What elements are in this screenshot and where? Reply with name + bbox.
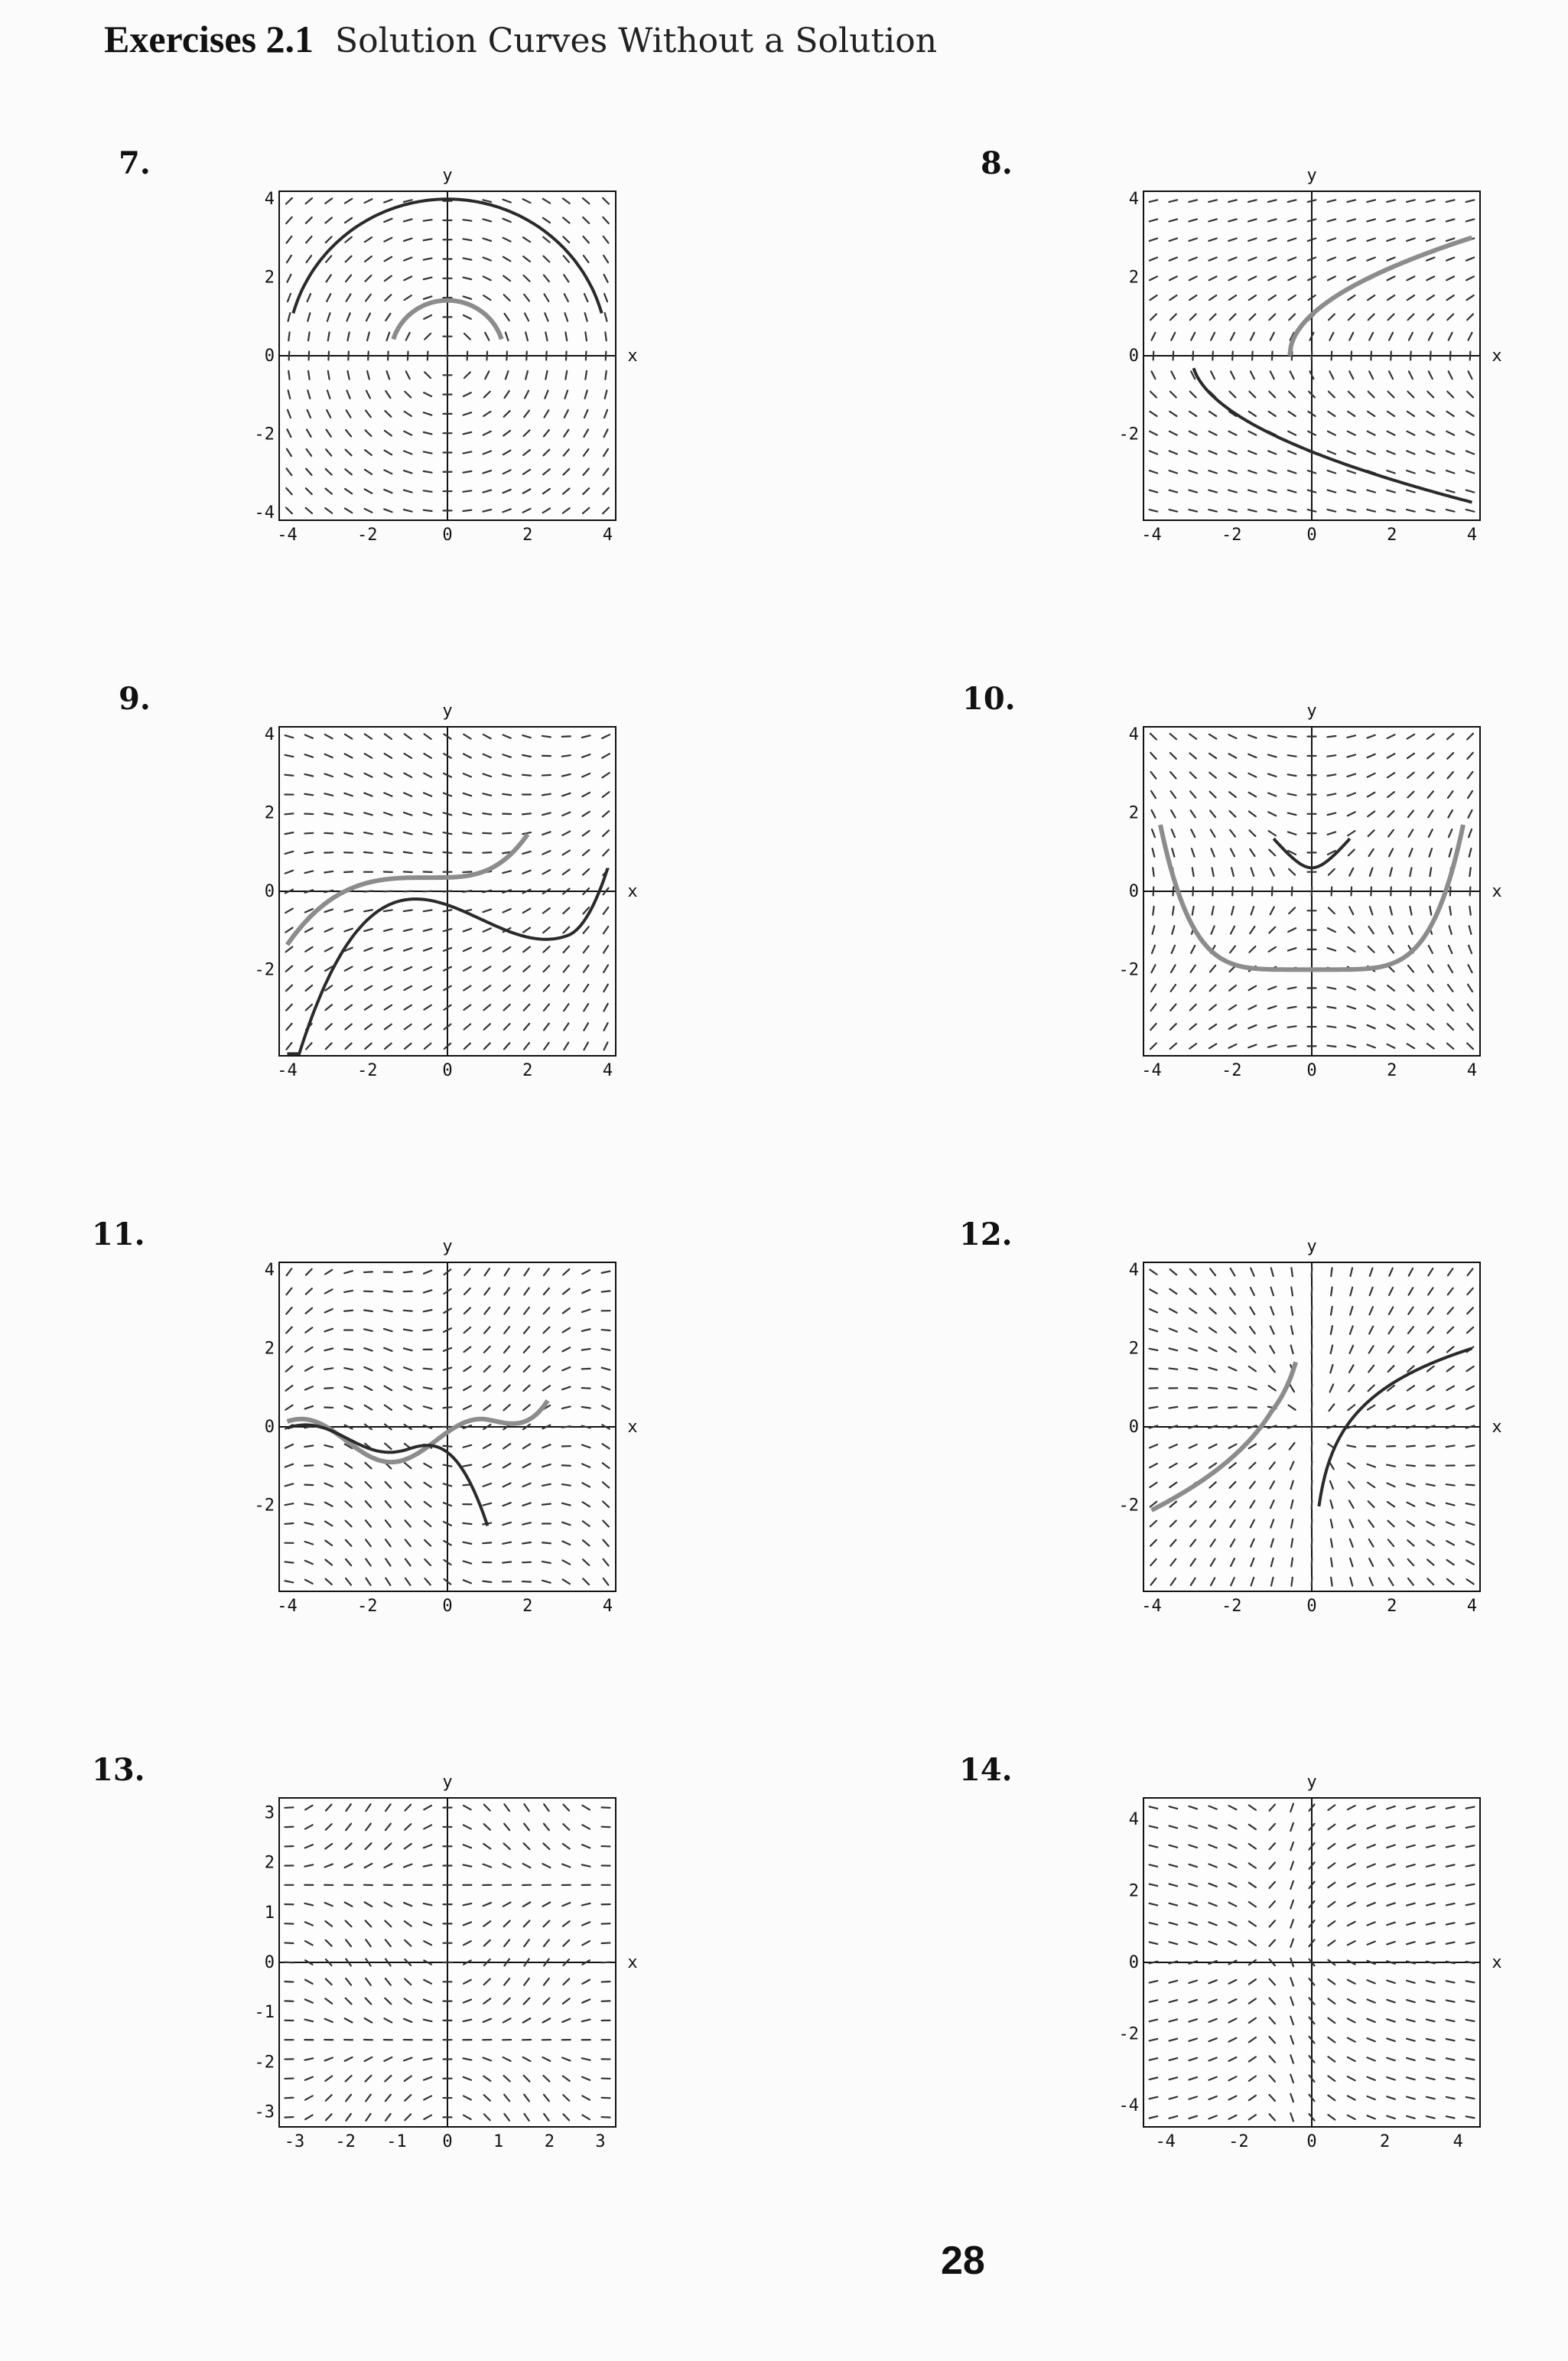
y-tick-label: -2 xyxy=(254,2053,275,2073)
exercise-13-plot xyxy=(237,1756,665,2169)
x-tick-label: -4 xyxy=(1141,1061,1162,1080)
x-tick-label: -4 xyxy=(277,1597,298,1616)
y-tick-label: 4 xyxy=(1128,190,1139,210)
x-axis-label: x xyxy=(1492,347,1502,366)
x-axis-label: x xyxy=(1492,1953,1502,1972)
y-tick-label: 2 xyxy=(264,268,275,288)
x-tick-label: 0 xyxy=(1306,1597,1317,1616)
x-tick-label: 4 xyxy=(1466,526,1478,545)
x-tick-label: 4 xyxy=(602,1597,613,1616)
x-axis-label: x xyxy=(1492,1418,1502,1437)
exercise-9-number: 9. xyxy=(119,681,151,717)
x-tick-label: 2 xyxy=(522,1597,533,1616)
section-label: Exercises 2.1 xyxy=(104,18,314,60)
x-tick-label: 4 xyxy=(602,1061,613,1080)
exercise-13-number: 13. xyxy=(92,1752,145,1788)
x-tick-label: -2 xyxy=(356,1597,378,1616)
exercise-7-plot xyxy=(237,149,665,562)
exercise-7-number: 7. xyxy=(119,145,151,181)
y-tick-label: -2 xyxy=(1118,960,1139,980)
x-tick-label: 4 xyxy=(602,526,613,545)
y-axis-label: y xyxy=(1306,1237,1317,1256)
y-tick-label: 4 xyxy=(264,725,275,745)
exercise-12-number: 12. xyxy=(959,1216,1013,1252)
exercise-10-plot xyxy=(1101,685,1530,1098)
x-tick-label: -2 xyxy=(1228,2132,1249,2151)
exercise-14-number: 14. xyxy=(959,1752,1013,1788)
y-tick-label: -2 xyxy=(254,425,275,445)
y-tick-label: 2 xyxy=(264,803,275,823)
x-tick-label: -2 xyxy=(1221,1061,1242,1080)
x-tick-label: 4 xyxy=(1466,1597,1478,1616)
exercise-8-number: 8. xyxy=(981,145,1013,181)
x-tick-label: -4 xyxy=(1141,526,1162,545)
x-tick-label: 4 xyxy=(1466,1061,1478,1080)
y-tick-label: 0 xyxy=(1128,347,1139,366)
x-tick-label: 2 xyxy=(1387,1061,1397,1080)
y-axis-label: y xyxy=(442,702,453,721)
x-tick-label: -2 xyxy=(356,1061,378,1080)
x-axis-label: x xyxy=(627,347,638,366)
y-tick-label: -4 xyxy=(254,503,275,523)
page-number: 28 xyxy=(941,2239,985,2283)
x-tick-label: 2 xyxy=(1387,526,1397,545)
y-tick-label: -2 xyxy=(254,1496,275,1516)
y-tick-label: 2 xyxy=(1128,1339,1139,1359)
y-tick-label: 0 xyxy=(1128,1418,1139,1437)
y-axis-label: y xyxy=(1306,1773,1317,1792)
y-tick-label: 3 xyxy=(264,1803,275,1823)
section-title: Solution Curves Without a Solution xyxy=(335,21,938,60)
y-tick-label: 4 xyxy=(1128,725,1139,745)
x-tick-label: 0 xyxy=(442,526,453,545)
x-tick-label: -4 xyxy=(277,1061,298,1080)
x-tick-label: 0 xyxy=(1306,2132,1317,2151)
y-tick-label: 0 xyxy=(264,347,275,366)
y-axis-label: y xyxy=(442,166,453,185)
exercise-8-plot xyxy=(1101,149,1530,562)
exercise-14-plot xyxy=(1101,1756,1530,2169)
x-tick-label: 2 xyxy=(522,526,533,545)
x-tick-label: 2 xyxy=(544,2132,555,2151)
y-axis-label: y xyxy=(1306,702,1317,721)
y-tick-label: 4 xyxy=(264,1261,275,1281)
y-tick-label: 4 xyxy=(1128,1261,1139,1281)
y-axis-label: y xyxy=(1306,166,1317,185)
x-tick-label: 4 xyxy=(1453,2132,1463,2151)
y-tick-label: 2 xyxy=(1128,268,1139,288)
exercise-10-number: 10. xyxy=(962,681,1016,717)
exercise-12-plot xyxy=(1101,1220,1530,1633)
x-tick-label: -2 xyxy=(1221,526,1242,545)
y-tick-label: 2 xyxy=(1128,1881,1139,1901)
y-tick-label: 2 xyxy=(1128,803,1139,823)
x-tick-label: -2 xyxy=(1221,1597,1242,1616)
x-tick-label: 1 xyxy=(493,2132,504,2151)
y-tick-label: 2 xyxy=(264,1853,275,1873)
exercise-9-plot xyxy=(237,685,665,1098)
exercise-11-number: 11. xyxy=(92,1216,145,1252)
x-tick-label: -4 xyxy=(1141,1597,1162,1616)
y-tick-label: 0 xyxy=(1128,1953,1139,1972)
y-tick-label: 0 xyxy=(1128,882,1139,901)
x-axis-label: x xyxy=(627,1418,638,1437)
y-tick-label: -2 xyxy=(254,960,275,980)
x-tick-label: -1 xyxy=(386,2132,407,2151)
x-tick-label: 2 xyxy=(1387,1597,1397,1616)
x-tick-label: 0 xyxy=(1306,526,1317,545)
y-tick-label: 2 xyxy=(264,1339,275,1359)
x-tick-label: 0 xyxy=(442,1597,453,1616)
y-tick-label: -1 xyxy=(254,2003,275,2023)
exercise-11-plot xyxy=(237,1220,665,1633)
y-axis-label: y xyxy=(442,1773,453,1792)
x-tick-label: 2 xyxy=(1380,2132,1391,2151)
y-tick-label: -2 xyxy=(1118,2024,1139,2044)
y-tick-label: 0 xyxy=(264,1418,275,1437)
x-tick-label: -3 xyxy=(284,2132,305,2151)
y-tick-label: 4 xyxy=(1128,1810,1139,1830)
x-tick-label: -2 xyxy=(335,2132,356,2151)
y-tick-label: 0 xyxy=(264,1953,275,1972)
y-tick-label: 0 xyxy=(264,882,275,901)
x-tick-label: 0 xyxy=(1306,1061,1317,1080)
y-tick-label: 4 xyxy=(264,190,275,210)
x-axis-label: x xyxy=(1492,882,1502,901)
x-tick-label: 2 xyxy=(522,1061,533,1080)
y-tick-label: -2 xyxy=(1118,425,1139,445)
x-tick-label: 3 xyxy=(595,2132,606,2151)
x-tick-label: 0 xyxy=(442,1061,453,1080)
y-tick-label: -4 xyxy=(1118,2096,1139,2115)
x-tick-label: -4 xyxy=(1155,2132,1176,2151)
y-tick-label: -3 xyxy=(254,2102,275,2122)
x-axis-label: x xyxy=(627,1953,638,1972)
y-tick-label: 1 xyxy=(264,1903,275,1923)
y-axis-label: y xyxy=(442,1237,453,1256)
x-axis-label: x xyxy=(627,882,638,901)
y-tick-label: -2 xyxy=(1118,1496,1139,1516)
x-tick-label: -2 xyxy=(356,526,378,545)
x-tick-label: 0 xyxy=(442,2132,453,2151)
page-header xyxy=(104,17,937,61)
x-tick-label: -4 xyxy=(277,526,298,545)
